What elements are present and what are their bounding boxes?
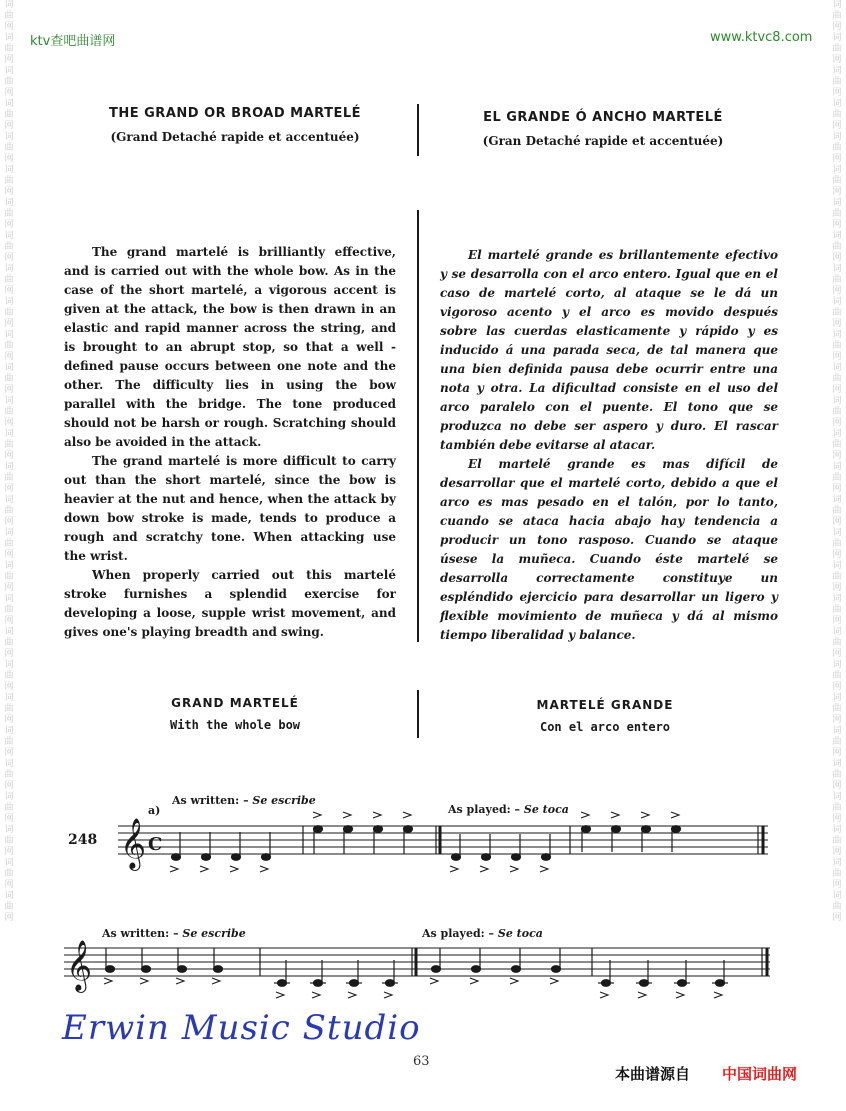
- as-played-es-2: Se toca: [497, 927, 543, 940]
- spanish-title: EL GRANDE Ó ANCHO MARTELÉ: [483, 110, 723, 125]
- as-written-label-1: As written: – Se escribe: [172, 794, 316, 807]
- column-divider: [417, 210, 419, 642]
- english-paragraph-2: The grand martelé is more difficult to carry out than the short martelé, since the bow is heavier at the nut and hence, when the attack by down bow stroke is made, tends to produce a rough and scratchy tone. When attacking use the wrist.: [64, 454, 396, 563]
- header-site-link-right[interactable]: www.ktvc8.com: [710, 30, 813, 45]
- header-site-link-left[interactable]: ktv查吧曲谱网: [30, 34, 116, 49]
- english-body: [64, 243, 396, 642]
- page-number: 63: [413, 1054, 430, 1069]
- as-played-es: Se toca: [523, 803, 569, 816]
- as-played-en-2: As played:: [422, 927, 485, 940]
- variant-label: a): [148, 804, 161, 817]
- heading-divider: [417, 104, 419, 156]
- section-subtitle-es: Con el arco entero: [539, 720, 671, 734]
- staff-lines-1: [118, 826, 768, 854]
- watermark-right: 词曲网词曲网词曲网词曲网词曲网词曲网词曲网词曲网词曲网词曲网词曲网词曲网词曲网词曲网词曲网词曲网词曲网词曲网词曲网词曲网词曲网词曲网词曲网词曲网词曲网词曲网词曲网词曲网: [832, 0, 842, 923]
- notes-written-1: [172, 826, 441, 861]
- spanish-subtitle: (Gran Detaché rapide et accentuée): [482, 134, 724, 148]
- watermark-left: 词曲网词曲网词曲网词曲网词曲网词曲网词曲网词曲网词曲网词曲网词曲网词曲网词曲网词曲网词曲网词曲网词曲网词曲网词曲网词曲网词曲网词曲网词曲网词曲网词曲网词曲网词曲网词曲网: [4, 0, 14, 923]
- section-divider: [417, 690, 419, 738]
- accent-marks-1: [170, 812, 411, 872]
- english-title: THE GRAND OR BROAD MARTELÉ: [108, 106, 361, 121]
- as-written-en: As written:: [172, 794, 240, 807]
- accent-marks-3: [104, 978, 722, 998]
- section-title-en: GRAND MARTELÉ: [171, 696, 299, 710]
- accent-marks-2: [450, 812, 679, 872]
- music-staff-1: [118, 812, 773, 882]
- english-paragraph-3: When properly carried out this martelé stroke furnishes a splendid exercise for developing a loose, supple wrist movement, and gives one's playing breadth and swing.: [64, 568, 396, 639]
- source-label: 本曲谱源自: [615, 1065, 691, 1083]
- treble-clef-icon-2: 𝄞: [66, 940, 93, 991]
- as-played-label-1: As played: – Se toca: [448, 803, 569, 816]
- exercise-number: 248: [68, 832, 98, 848]
- section-subtitle-en: With the whole bow: [169, 718, 301, 732]
- spanish-paragraph-1: El martelé grande es brillantemente efectivo y se desarrolla con el arco entero. Igual que en el caso de martelé corto, al ataque se le dá un vigoroso acento y el arco es movido después sobre las cuerdas elasticamente y rápido y es inducido á una parada seca, de tal manera que una bien definida pausa debe ocurrir entre una nota y otra. La dificultad consiste en el uso del arco paralelo con el puente. El tono que se produzca no debe ser aspero y duro. El rascar también debe evitarse al atacar.: [440, 248, 778, 452]
- as-written-label-2: As written: – Se escribe: [102, 927, 246, 940]
- source-site-link[interactable]: 中国词曲网: [722, 1065, 798, 1083]
- section-title-es: MARTELÉ GRANDE: [536, 698, 674, 712]
- studio-signature: Erwin Music Studio: [62, 1008, 421, 1048]
- english-paragraph-1: The grand martelé is brilliantly effective, and is carried out with the whole bow. As in the case of the short martelé, a vigorous accent is given at the attack, the bow is then drawn in an elastic and rapid manner across the string, and is brought to an abrupt stop, so that a well - defined pause occurs between one note and the other. The difficulty lies in using the bow parallel with the bridge. The tone produced should not be harsh or rough. Scratching should also be avoided in the attack.: [64, 245, 396, 449]
- as-written-es-2: Se escribe: [182, 927, 246, 940]
- as-written-es: Se escribe: [252, 794, 316, 807]
- time-signature: C: [148, 834, 163, 855]
- notes-played-1: [452, 826, 764, 861]
- music-staff-2: [64, 936, 774, 1006]
- english-subtitle: (Grand Detaché rapide et accentuée): [110, 130, 360, 144]
- as-played-label-2: As played: – Se toca: [422, 927, 543, 940]
- as-written-en-2: As written:: [102, 927, 170, 940]
- as-played-en: As played:: [448, 803, 511, 816]
- spanish-body: [440, 246, 778, 645]
- treble-clef-icon: 𝄞: [120, 818, 147, 869]
- spanish-paragraph-2: El martelé grande es mas difícil de desarrollar que el martelé corto, debido a que el arco es mas pesado en el talón, por lo tanto, cuando se ataca hacia abajo hay tendencia a producir un tono rasposo. Cuando se ataque úsese la muñeca. Cuando éste martelé se desarrolla correctamente constituye un espléndido ejercicio para desarrollar un ligero y flexible movimiento de muñeca y dá al mismo tiempo liberalidad y balance.: [440, 457, 778, 642]
